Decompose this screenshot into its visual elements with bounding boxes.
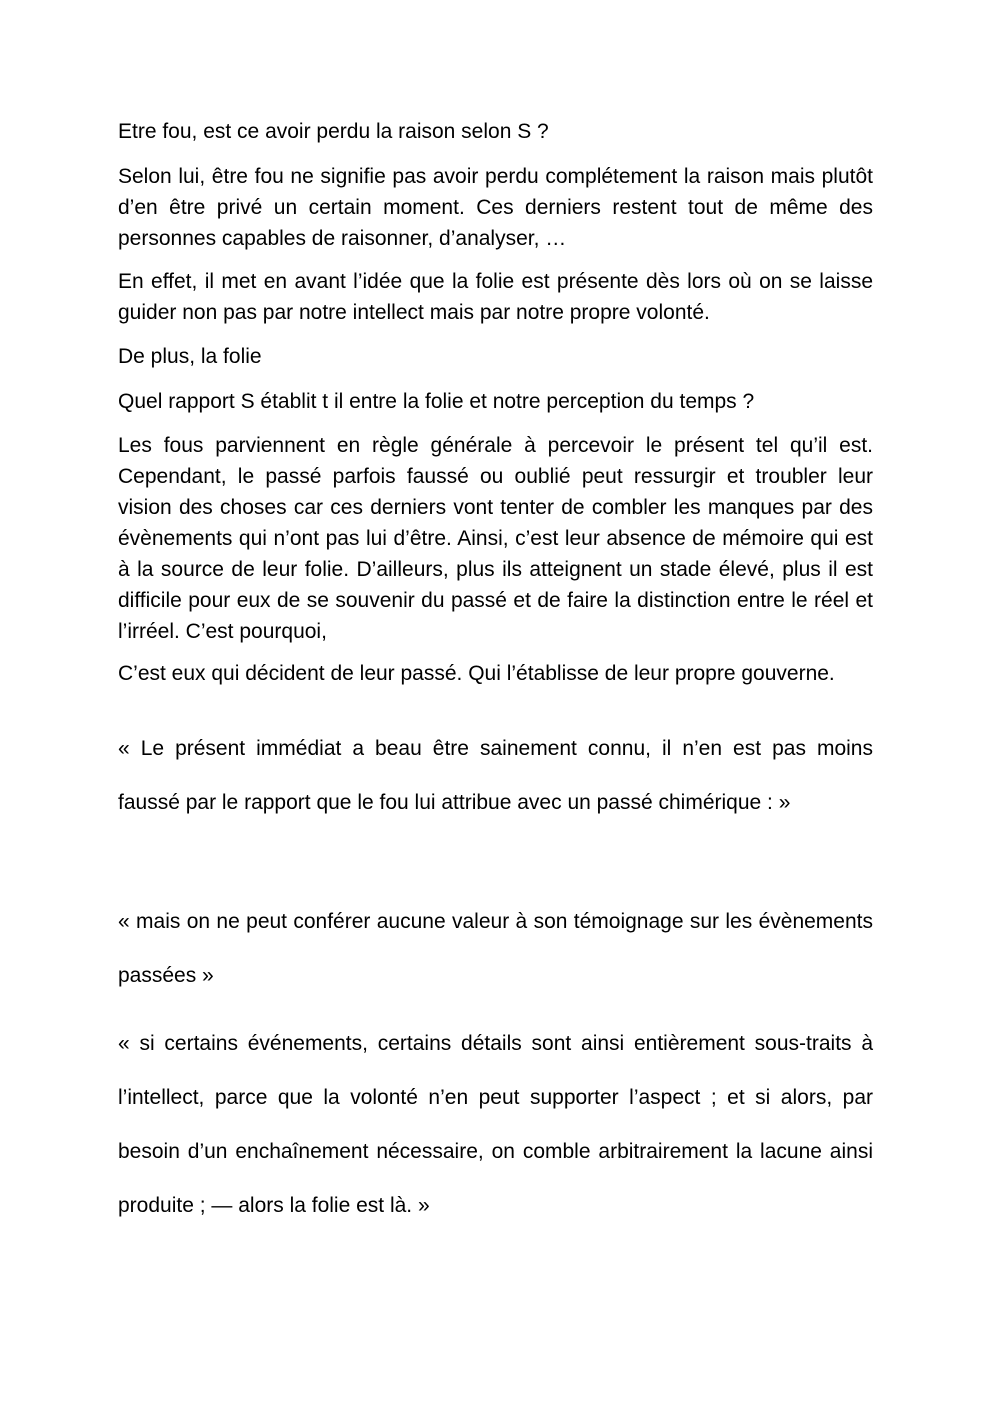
paragraph-2: En effet, il met en avant l’idée que la folie est présente dès lors où on se laisse guider non pas par notre intellect mais par notre propre volonté. <box>118 270 873 324</box>
paragraph-4: Les fous parviennent en règle générale à percevoir le présent tel qu’il est. Cependant, le passé parfois faussé ou oublié peut ressurgir et troubler leur vision des choses car ces derniers vont tenter de combler les manques par des évènements qui n’ont pas lui d’être. Ainsi, c’est leur absence de mémoire qui est à la source de leur folie. D’ailleurs, plus ils atteignent un stade élevé, plus il est difficile pour eux de se souvenir du passé et de faire la distinction entre le réel et l’irréel. C’est pourquoi, <box>118 434 873 643</box>
question-heading-2: Quel rapport S établit t il entre la folie et notre perception du temps ? <box>118 390 755 413</box>
paragraph-5: C’est eux qui décident de leur passé. Qui l’établisse de leur propre gouverne. <box>118 662 835 685</box>
question-heading-1: Etre fou, est ce avoir perdu la raison selon S ? <box>118 120 549 143</box>
quote-2: « mais on ne peut conférer aucune valeur à son témoignage sur les évènements passées » <box>118 910 873 987</box>
paragraph-1: Selon lui, être fou ne signifie pas avoir perdu complétement la raison mais plutôt d’en être privé un certain moment. Ces derniers restent tout de même des personnes capables de raisonner, d’analyser, … <box>118 165 873 250</box>
paragraph-3: De plus, la folie <box>118 345 262 368</box>
quote-1: « Le présent immédiat a beau être sainement connu, il n’en est pas moins faussé par le rapport que le fou lui attribue avec un passé chimérique : » <box>118 737 873 814</box>
document-page <box>118 0 873 1404</box>
quote-3: « si certains événements, certains détails sont ainsi entièrement sous-traits à l’intellect, parce que la volonté n’en peut supporter l’aspect ; et si alors, par besoin d’un enchaînement nécessaire, on comble arbitrairement la lacune ainsi produite ; — alors la folie est là. » <box>118 1032 873 1217</box>
